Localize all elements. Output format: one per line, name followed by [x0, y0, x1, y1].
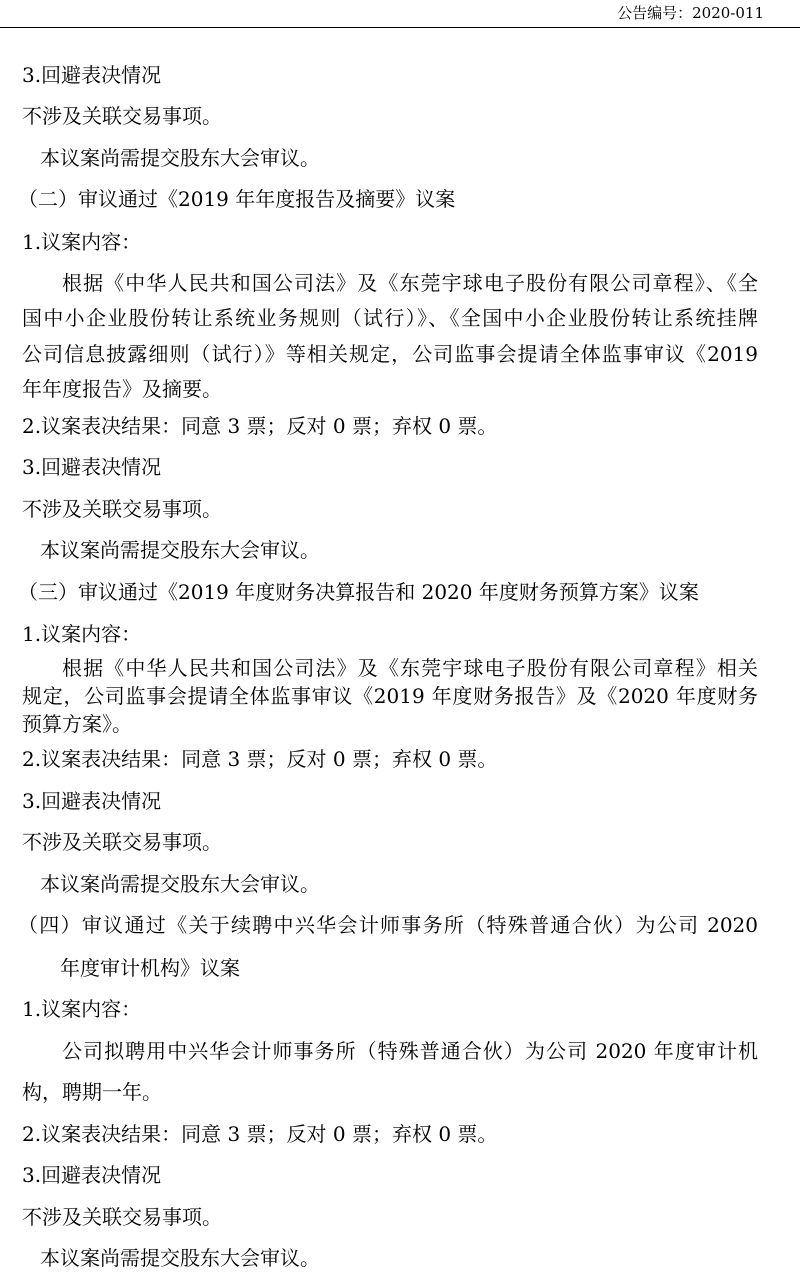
document-number: 公告编号：2020-011 [617, 4, 764, 22]
resolution-heading-3: （三）审议通过《2019 年度财务决算报告和 2020 年度财务预算方案》议案 [18, 580, 699, 604]
paragraph-line: 年年度报告》及摘要。 [22, 377, 222, 401]
section-recusal-heading: 3.回避表决情况 [22, 63, 162, 87]
section-recusal-heading: 3.回避表决情况 [22, 789, 162, 813]
proposal-content-heading: 1.议案内容： [22, 997, 142, 1021]
proposal-content-heading: 1.议案内容： [22, 622, 142, 646]
recusal-text: 不涉及关联交易事项。 [22, 830, 222, 854]
proposal-content-heading: 1.议案内容： [22, 230, 142, 254]
vote-result: 2.议案表决结果：同意 3 票；反对 0 票；弃权 0 票。 [22, 414, 498, 438]
shareholder-approval-note: 本议案尚需提交股东大会审议。 [40, 1246, 320, 1270]
resolution-heading-4: （四）审议通过《关于续聘中兴华会计师事务所（特殊普通合伙）为公司 2020 [18, 913, 758, 937]
page-header [0, 0, 800, 28]
recusal-text: 不涉及关联交易事项。 [22, 497, 222, 521]
resolution-heading-2: （二）审议通过《2019 年年度报告及摘要》议案 [18, 187, 456, 211]
paragraph-line: 公司拟聘用中兴华会计师事务所（特殊普通合伙）为公司 2020 年度审计机 [62, 1039, 758, 1063]
vote-result: 2.议案表决结果：同意 3 票；反对 0 票；弃权 0 票。 [22, 747, 498, 771]
paragraph-line: 构，聘期一年。 [22, 1080, 162, 1104]
paragraph-line: 公司信息披露细则（试行）》等相关规定，公司监事会提请全体监事审议《2019 [22, 342, 758, 366]
recusal-text: 不涉及关联交易事项。 [22, 104, 222, 128]
paragraph-line: 规定，公司监事会提请全体监事审议《2019 年度财务报告》及《2020 年度财务 [22, 684, 758, 708]
resolution-heading-4-continued: 年度审计机构》议案 [60, 956, 240, 980]
shareholder-approval-note: 本议案尚需提交股东大会审议。 [40, 538, 320, 562]
paragraph-line: 国中小企业股份转让系统业务规则（试行）》、《全国中小企业股份转让系统挂牌 [22, 306, 758, 330]
shareholder-approval-note: 本议案尚需提交股东大会审议。 [40, 872, 320, 896]
recusal-text: 不涉及关联交易事项。 [22, 1205, 222, 1229]
paragraph-line: 预算方案》。 [22, 712, 132, 736]
paragraph-line: 根据《中华人民共和国公司法》及《东莞宇球电子股份有限公司章程》、《全 [62, 271, 758, 295]
section-recusal-heading: 3.回避表决情况 [22, 1163, 162, 1187]
shareholder-approval-note: 本议案尚需提交股东大会审议。 [40, 146, 320, 170]
section-recusal-heading: 3.回避表决情况 [22, 455, 162, 479]
paragraph-line: 根据《中华人民共和国公司法》及《东莞宇球电子股份有限公司章程》相关 [62, 656, 758, 680]
vote-result: 2.议案表决结果：同意 3 票；反对 0 票；弃权 0 票。 [22, 1122, 498, 1146]
